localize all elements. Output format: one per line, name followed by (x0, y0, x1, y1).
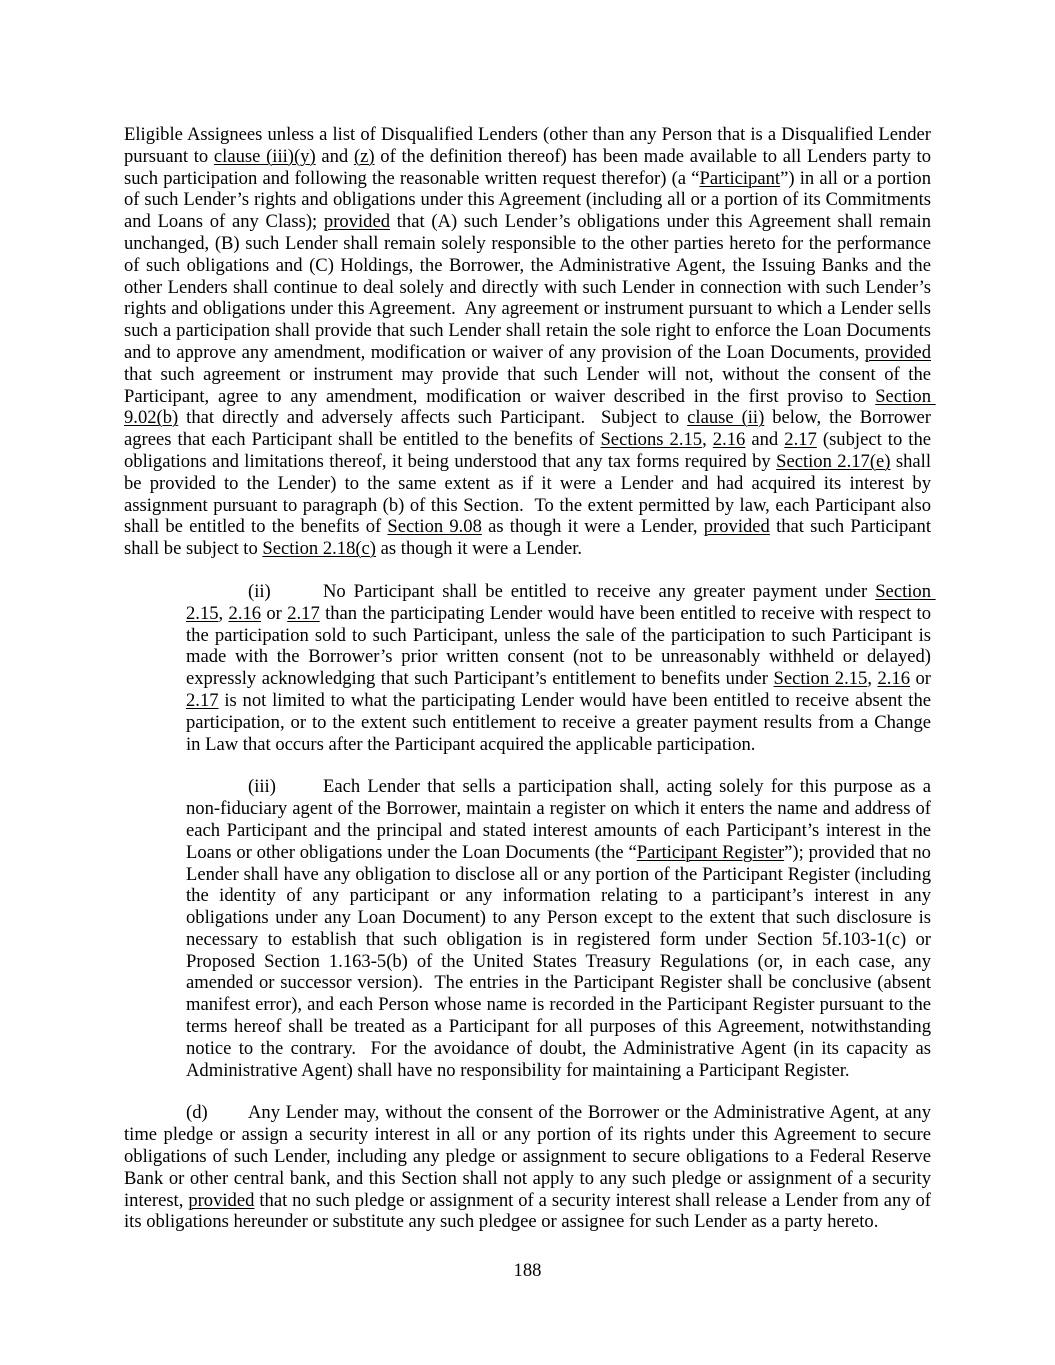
underlined-reference: 2.17 (287, 602, 320, 624)
page-number: 188 (513, 1260, 542, 1282)
text-run: of the definition thereof) has been made available to all Lenders party to such participation and following the reasonable written request therefor) (a “ (124, 145, 936, 189)
underlined-reference: clause (ii) (687, 407, 765, 429)
text-run: that such Participant shall be subject to (124, 516, 936, 560)
text-run: as though it were a Lender. (376, 538, 583, 560)
underlined-reference: (z) (353, 145, 375, 167)
text-run: ”) in all or a portion of such Lender’s rights and obligations under this Agreement (including all or a portion of its Commitments and Loans of any Class); (124, 167, 936, 233)
text-run: Each Lender that sells a participation shall, acting solely for this purpose as a non-fiduciary agent of the Borrower, maintain a register on which it enters the name and address of each Participant and the principal and stated interest amounts of each Participant’s interest in the Loans or other obligations under the Loan Documents (the “ (186, 776, 936, 863)
underlined-reference: provided (188, 1189, 255, 1211)
continuation-paragraph (124, 124, 936, 560)
underlined-reference: Section 9.02(b) (124, 385, 936, 429)
clause-label: (iii) (248, 776, 276, 798)
paragraph-text (186, 776, 936, 1080)
text-run: No Participant shall be entitled to receive any greater payment under (323, 580, 876, 602)
underlined-reference: Section 2.15 (186, 580, 936, 624)
text-run: , (218, 602, 229, 624)
underlined-reference: Section 2.17(e) (776, 450, 891, 472)
clause-iii-paragraph (186, 776, 936, 1081)
text-run: and (745, 429, 785, 451)
text-run: as though it were a Lender, (481, 516, 704, 538)
underlined-reference: 2.16 (877, 668, 911, 690)
text-run: , (867, 668, 878, 690)
underlined-reference: provided (323, 211, 391, 233)
underlined-reference: 2.16 (228, 602, 262, 624)
text-run: that such agreement or instrument may provide that such Lender will not, without the consent of the Participant, agree to any amendment, modification or waiver described in the first proviso to (124, 341, 936, 407)
text-run: and (315, 145, 354, 167)
text-run: that (A) such Lender’s obligations under this Agreement shall remain unchanged, (B) such Lender shall remain solely responsible to the other parties hereto for the performance of such obligations and (C) Holdings, the Borrower, the Administrative Agent, the Issuing Banks and the other Lenders shall continue to deal solely and directly with such Lender in connection with such Lender’s rights and obligations under this Agreement. Any agreement or instrument pursuant to which a Lender sells such a participation shall provide that such Lender shall retain the sole right to enforce the Loan Documents and to approve any amendment, modification or waiver of any provision of the Loan Documents, (124, 211, 936, 363)
clause-d-paragraph (124, 1102, 936, 1233)
underlined-reference: Sections 2.15 (600, 429, 703, 451)
text-run: that no such pledge or assignment of a security interest shall release a Lender from any of its obligations hereunder or substitute any such pledgee or assignee for such Lender as a party hereto. (124, 1189, 936, 1233)
text-run: below, the Borrower agrees that each Participant shall be entitled to the benefits of (124, 407, 936, 451)
text-run: that directly and adversely affects such Participant. Subject to (178, 407, 688, 429)
underlined-reference: 2.17 (784, 429, 817, 451)
text-run: than the participating Lender would have been entitled to receive with respect to the participation sold to such Participant, unless the sale of the participation to such Participant is made with the Borrower’s prior written consent (not to be unreasonably withheld or delayed) expressly acknowledging that such Participant’s entitlement to benefits under (186, 602, 936, 690)
text-run: Any Lender may, without the consent of the Borrower or the Administrative Agent, at any time pledge or assign a security interest in all or any portion of its rights under this Agreement to secure obligations of such Lender, including any pledge or assignment to secure obligations to a Federal Reserve Bank or other central bank, and this Section shall not apply to any such pledge or assignment of a security interest, (124, 1102, 936, 1211)
underlined-reference: clause (iii)(y) (213, 145, 316, 167)
underlined-reference: 2.17 (186, 689, 219, 711)
text-run: , (702, 429, 713, 451)
underlined-reference: Section 2.15 (773, 668, 868, 690)
text-run: is not limited to what the participating Lender would have been entitled to receive absent the participation, or to the extent such entitlement to receive a greater payment results from a Change in Law that occurs after the Participant acquired the applicable participation. (186, 689, 936, 755)
underlined-reference: Participant Register (636, 841, 785, 863)
paragraph-text (186, 581, 936, 755)
text-run: Eligible Assignees unless a list of Disqualified Lenders (other than any Person that is a Disqualified Lender pursuant to (124, 124, 936, 167)
text-run: (subject to the obligations and limitations thereof, it being understood that any tax forms required by (124, 429, 936, 472)
text-run: or (910, 668, 936, 690)
underlined-reference: 2.16 (712, 429, 746, 451)
page-body (124, 124, 936, 1282)
underlined-reference: Section 9.08 (387, 516, 482, 538)
text-run: ”); provided that no Lender shall have any obligation to disclose all or any portion of the Participant Register (including the identity of any participant or any information relating to a participant’s interest in any obligations under any Loan Document) to any Person except to the extent that such disclosure is necessary to establish that such obligation is in registered form under Section 5f.103-1(c) or Proposed Section 1.163-5(b) of the United States Treasury Regulations (or, in each case, any amended or successor version). The entries in the Participant Register shall be conclusive (absent manifest error), and each Person whose name is recorded in the Participant Register pursuant to the terms hereof shall be treated as a Participant for all purposes of this Agreement, notwithstanding notice to the contrary. For the avoidance of doubt, the Administrative Agent (in its capacity as Administrative Agent) shall have no responsibility for maintaining a Participant Register. (186, 841, 936, 1081)
clause-label: (ii) (248, 580, 271, 602)
underlined-reference: provided (703, 516, 770, 538)
underlined-reference: Participant (699, 167, 781, 189)
underlined-reference: provided (864, 341, 931, 363)
text-run: shall be provided to the Lender) to the same extent as if it were a Lender and had acquired its interest by assignment pursuant to paragraph (b) of this Section. To the extent permitted by law, each Participant also shall be entitled to the benefits of (124, 450, 936, 538)
underlined-reference: Section 2.18(c) (262, 538, 377, 560)
clause-ii-paragraph (186, 580, 936, 755)
clause-label: (d) (186, 1102, 208, 1124)
text-run: or (261, 602, 288, 624)
